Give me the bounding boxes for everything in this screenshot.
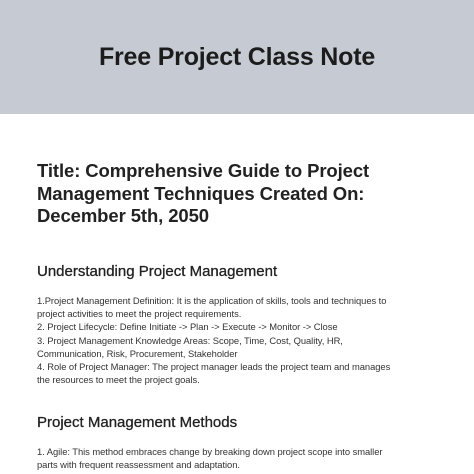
text-line: Communication, Risk, Procurement, Stakeholder	[37, 347, 238, 359]
document-title: Title: Comprehensive Guide to Project Management Techniques Created On: December 5th, 2050	[37, 160, 370, 226]
section-heading: Project Management Methods	[37, 414, 238, 431]
header-banner	[0, 0, 474, 114]
section-pm-methods	[37, 413, 447, 471]
section-text	[37, 445, 447, 471]
section-heading: Understanding Project Management	[37, 263, 278, 280]
banner-title: Free Project Class Note	[98, 43, 376, 71]
text-line: 1. Agile: This method embraces change by breaking down project scope into smaller	[37, 446, 383, 457]
text-line: parts with frequent reassessment and adaptation.	[37, 459, 240, 471]
text-line: 1.Project Management Definition: It is the application of skills, tools and techniques to	[37, 295, 387, 306]
text-line: 3. Project Management Knowledge Areas: Scope, Time, Cost, Quality, HR,	[37, 334, 343, 346]
text-line: project activities to meet the project requirements.	[37, 308, 242, 320]
text-line: 2. Project Lifecycle: Define Initiate -> Plan -> Execute -> Monitor -> Close	[37, 321, 338, 333]
section-text	[37, 294, 447, 386]
document-body	[37, 160, 442, 228]
text-line: the resources to meet the project goals.	[37, 374, 200, 386]
section-understanding-pm	[37, 262, 447, 386]
text-line: 4. Role of Project Manager: The project manager leads the project team and manages	[37, 361, 391, 373]
